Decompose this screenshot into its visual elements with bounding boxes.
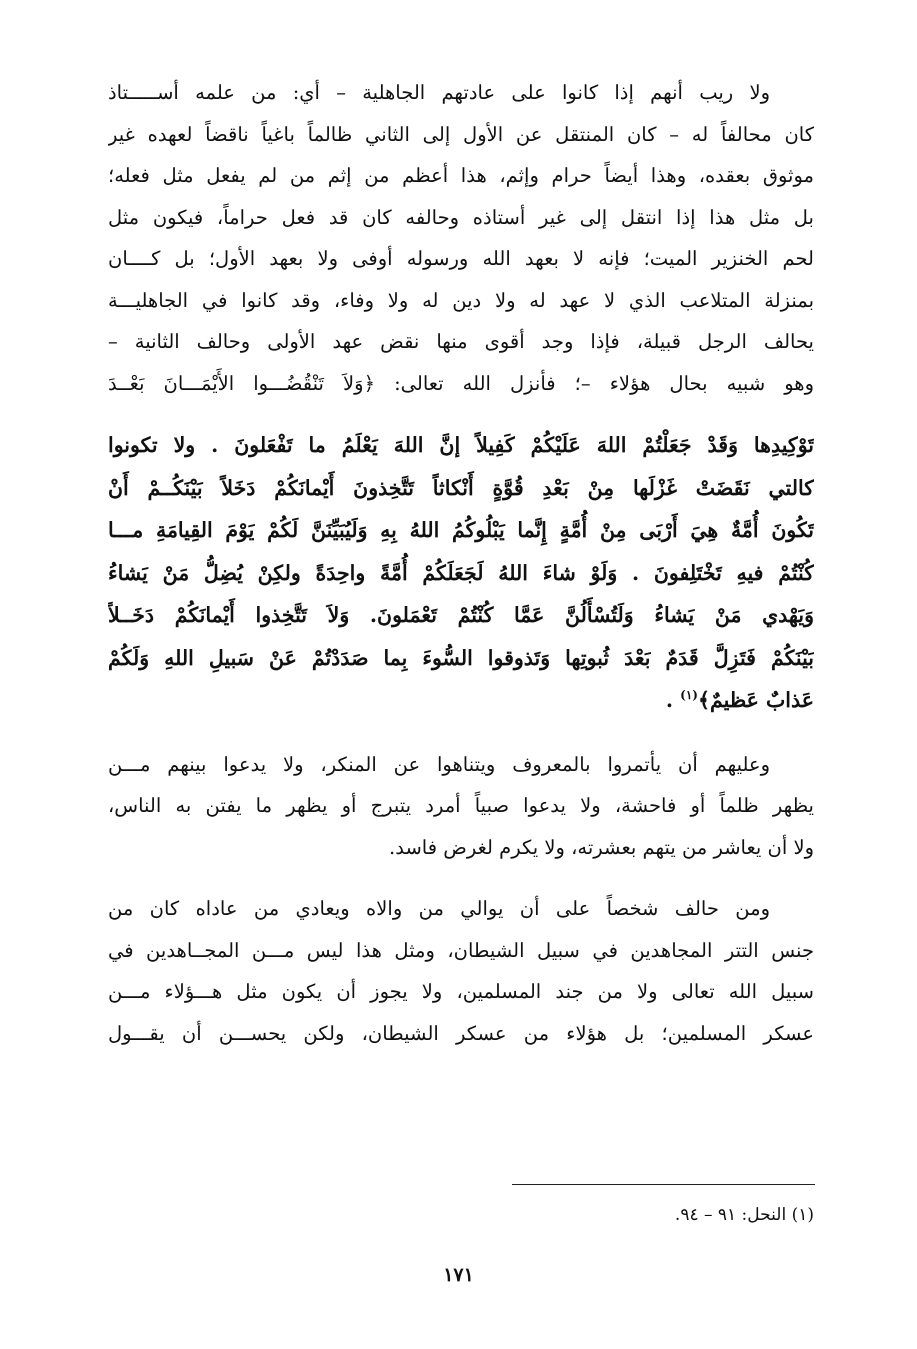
text-line: عسكر المسلمين؛ بل هؤلاء من عسكر الشيطان، ولكن يحســـن أن يقـــول [108,1021,814,1045]
text-line: بمنزلة المتلاعب الذي لا عهد له ولا دين له ولا وفاء، وقد كانوا في الجاهليـــة [108,288,814,312]
text-line: يحالف الرجل قبيلة، فإذا وجد أقوى منها نقض عهد الأولى وحالف الثانية – [108,330,814,353]
paragraph-1 [108,72,814,404]
quran-tail: . [665,688,681,712]
text-line: يظهر ظلماً أو فاحشة، ولا يدعوا صبياً أمرد يتبرج أو يظهر ما يفتن به الناس، [108,794,814,817]
quran-line: تَوْكِيدِها وَقَدْ جَعَلْتُمْ اللهَ عَلَيْكُمْ كَفِيلاً إنَّ اللهَ يَعْلَمُ ما تَفْعَلونَ . ولا تكونوا [108,433,814,457]
text-line: سبيل الله تعالى ولا من جند المسلمين، ولا يجوز أن يكون مثل هـــؤلاء مـــن [108,980,814,1003]
text-line: موثوق بعقده، وهذا أيضاً حرام وإثم، هذا أعظم من إثم من لم يفعل مثل فعله؛ [108,164,814,187]
footnote-reference: (١) [680,688,698,703]
quran-quote [108,424,814,722]
text-line: ومن حالف شخصاً على أن يوالي من والاه ويعادي من عاداه كان من [108,897,770,920]
quran-line: وَيَهْدي مَنْ يَشاءُ وَلَتُسْأَلُنَّ عَمَّا كُنْتُمْ تَعْمَلونَ. وَلاَ تَتَّخِذوا أَيْمانَكُمْ دَخَــلاً [108,603,814,627]
text-line: كان محالفاً له – كان المنتقل عن الأول إلى الثاني ظالماً باغياً ناقضاً لعهده غير [108,122,814,146]
quran-line-last [108,679,814,722]
text-line: لحم الخنزير الميت؛ فإنه لا بعهد الله ورسوله أوفى ولا بعهد الأول؛ بل كــــان [108,247,814,270]
text-line: بل مثل هذا إذا انتقل إلى غير أستاذه وحالفه كان قد فعل حراماً، فيكون مثل [108,205,814,229]
paragraph-2 [108,744,814,869]
page-number: ١٧١ [443,1264,474,1286]
paragraph-3 [108,888,814,1054]
footnote-divider [512,1184,815,1185]
quran-line: بَيْنَكُمْ فَتَزِلَّ قَدَمٌ بَعْدَ ثُبوتِها وَتَذوقوا السُّوءَ بِما صَدَدْتُمْ عَنْ سَبيلِ اللهِ وَلَكُمْ [108,645,814,670]
footnote: (١) النحل: ٩١ – ٩٤. [674,1205,814,1225]
quran-line: كُنْتُمْ فيهِ تَخْتَلِفونَ . وَلَوْ شاءَ اللهُ لَجَعَلَكُمْ أُمَّةً واحِدَةً ولكِنْ يُضِلُّ مَنْ يَشاءُ [108,560,814,585]
quran-last-text: عَذابٌ عَظيمٌ﴾ [697,688,814,712]
text-line: وهو شبيه بحال هؤلاء –؛ فأنزل الله تعالى: ﴿وَلاَ تَنْقُضُـــوا الأَيْمَـــانَ بَعْــدَ [108,371,814,395]
text-line: ولا ريب أنهم إذا كانوا على عادتهم الجاهلية – أي: من علمه أســـــتاذ [108,81,770,104]
body-text [108,72,814,1074]
quran-line: تَكُونَ أُمَّةٌ هِيَ أَرْبَى مِنْ أُمَّةٍ إِنَّما يَبْلُوكُمُ اللهُ بِهِ وَلَيُبَيِّنَنَّ لَكُمْ يَوْمَ القِيامَةِ مـــا [108,518,814,542]
quran-line: كالتي نَقَضَتْ غَزْلَها مِنْ بَعْدِ قُوَّةٍ أَنْكاثاً تَتَّخِذونَ أَيْمانَكُمْ دَخَلاً بَيْنَكُــمْ أَنْ [108,475,814,500]
text-line: وعليهم أن يأتمروا بالمعروف ويتناهوا عن المنكر، ولا يدعوا بينهم مـــن [108,752,770,776]
text-line: ولا أن يعاشر من يتهم بعشرته، ولا يكرم لغرض فاسد. [389,835,814,859]
text-line: جنس التتر المجاهدين في سبيل الشيطان، ومثل هذا ليس مـــن المجــاهدين في [108,938,814,962]
